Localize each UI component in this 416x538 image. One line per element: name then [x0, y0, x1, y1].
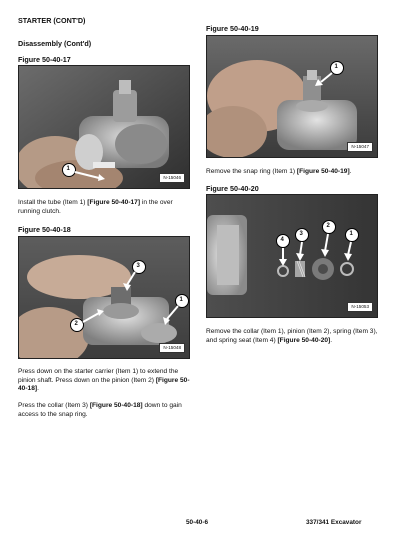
callout-1-arrow	[19, 66, 190, 189]
figure-code-19: N-15047	[347, 142, 373, 152]
figure-label-17: Figure 50-40-17	[18, 55, 71, 64]
figure-code-18: N-15048	[159, 343, 185, 353]
callout-arrows-18	[19, 237, 190, 359]
callout-1-arrow	[207, 36, 378, 158]
callout-1: 1	[179, 297, 183, 303]
paragraph-remove-snap-ring: Remove the snap ring (Item 1) [Figure 50-40-19].	[206, 168, 352, 175]
callout-arrows-20	[207, 195, 378, 318]
figure-label-20: Figure 50-40-20	[206, 184, 259, 193]
paragraph-remove-collar: Remove the collar (Item 1), pinion (Item 2), spring (Item 3), and spring seat (Item 4) [Figure 50-40-20].	[206, 328, 378, 344]
figure-photo-20	[206, 194, 378, 318]
callout-3: 3	[136, 263, 140, 269]
callout-1: 1	[334, 64, 338, 70]
paragraph-press-collar: Press the collar (Item 3) [Figure 50-40-18] down to gain access to the snap ring.	[18, 402, 182, 418]
callout-2: 2	[74, 321, 78, 327]
figure-photo-17	[18, 65, 190, 189]
paragraph-press-carrier: Press down on the starter carrier (Item 1) to extend the pinion shaft. Press down on the pinion (Item 2) [Figure 50-40-18].	[18, 368, 190, 393]
paragraph-install-tube: Install the tube (Item 1) [Figure 50-40-17] in the over running clutch.	[18, 199, 173, 215]
callout-1: 1	[66, 166, 70, 172]
section-title: STARTER (CONT'D)	[18, 16, 86, 25]
figure-code-17: N-15046	[159, 173, 185, 183]
callout-3: 3	[299, 231, 303, 237]
footer-model: 337/341 Excavator	[306, 519, 362, 526]
callout-1: 1	[349, 231, 353, 237]
callout-4: 4	[280, 237, 284, 243]
section-subtitle: Disassembly (Cont'd)	[18, 39, 92, 48]
figure-label-18: Figure 50-40-18	[18, 225, 71, 234]
figure-photo-18	[18, 236, 190, 359]
callout-2: 2	[326, 223, 330, 229]
figure-label-19: Figure 50-40-19	[206, 24, 259, 33]
figure-photo-19	[206, 35, 378, 158]
figure-code-20: N-15053	[347, 302, 373, 312]
page-number: 50-40-6	[186, 519, 209, 526]
